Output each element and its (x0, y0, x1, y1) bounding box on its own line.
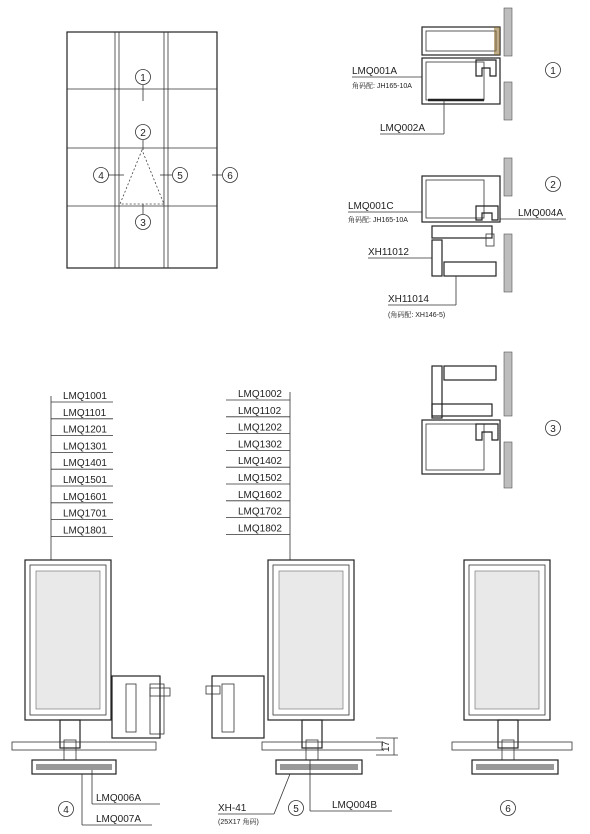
svg-text:1: 1 (140, 73, 146, 84)
profile-label: LMQ1501 (63, 475, 107, 486)
section-detail-1 (422, 8, 512, 120)
profile-label: LMQ1102 (238, 405, 282, 417)
svg-text:6: 6 (227, 171, 233, 182)
label-xh11014: XH11014 (388, 294, 429, 305)
profile-label: LMQ1402 (238, 456, 282, 468)
svg-text:5: 5 (293, 804, 299, 815)
label-lmq007a: LMQ007A (96, 814, 142, 825)
detail-callout-3[interactable] (546, 421, 561, 436)
profile-stack-5 (226, 389, 290, 534)
svg-text:2: 2 (140, 128, 146, 139)
opening-window-mark (120, 150, 164, 204)
profile-label: LMQ1602 (238, 489, 282, 501)
label-lmq002a: LMQ002A (380, 123, 426, 134)
label-lmq006a: LMQ006A (96, 793, 142, 804)
section-detail-2 (422, 158, 512, 292)
grid-callout-5[interactable] (173, 168, 188, 183)
svg-text:5: 5 (177, 171, 183, 182)
note-lmq001a: 角码配: JH165-10A (352, 83, 412, 90)
profile-label: LMQ1401 (63, 458, 107, 470)
label-lmq001c: LMQ001C (348, 201, 394, 212)
grid-callout-4[interactable] (94, 168, 109, 183)
profile-label: LMQ1601 (63, 491, 107, 503)
note-xh11014: (角码配: XH146-5) (388, 312, 446, 319)
svg-text:3: 3 (550, 424, 556, 435)
profile-label: LMQ1801 (63, 525, 107, 537)
label-xh11012: XH11012 (368, 247, 409, 258)
detail-callout-6[interactable] (501, 801, 516, 816)
svg-text:1: 1 (550, 66, 556, 77)
profile-label: LMQ1202 (238, 422, 282, 434)
profile-label: LMQ1002 (238, 389, 282, 400)
elevation-grid (67, 32, 222, 268)
profile-label: LMQ1302 (238, 439, 282, 451)
profile-label: LMQ1702 (238, 506, 282, 518)
profile-label: LMQ1101 (63, 407, 107, 419)
profile-label: LMQ1301 (63, 441, 107, 453)
svg-text:4: 4 (63, 805, 69, 816)
profile-label: LMQ1201 (63, 424, 107, 436)
dimension-17: 17 (381, 740, 392, 752)
detail-callout-2[interactable] (546, 177, 561, 192)
svg-text:2: 2 (550, 180, 556, 191)
profile-label: LMQ1502 (238, 473, 282, 484)
section-detail-6 (452, 560, 572, 774)
section-detail-5 (206, 392, 398, 774)
profile-label: LMQ1701 (63, 508, 107, 520)
svg-text:4: 4 (98, 171, 104, 182)
note-xh41: (25X17 角码) (218, 819, 259, 826)
label-lmq004a: LMQ004A (518, 208, 564, 219)
profile-label: LMQ1001 (63, 391, 107, 402)
label-lmq001a: LMQ001A (352, 66, 398, 77)
grid-callout-2[interactable] (136, 125, 151, 140)
grid-callout-3[interactable] (136, 215, 151, 230)
label-lmq004b: LMQ004B (332, 800, 378, 811)
label-xh41: XH-41 (218, 803, 247, 814)
detail-callout-1[interactable] (546, 63, 561, 78)
grid-callout-1[interactable] (136, 70, 151, 85)
grid-callout-6[interactable] (223, 168, 238, 183)
detail-callout-4[interactable] (59, 802, 74, 817)
svg-text:6: 6 (505, 804, 511, 815)
profile-label: LMQ1802 (238, 523, 282, 535)
profile-stack-4 (51, 391, 113, 536)
note-lmq001c: 角码配: JH165-10A (348, 217, 408, 224)
section-detail-3 (422, 352, 512, 488)
svg-text:3: 3 (140, 218, 146, 229)
detail-callout-5[interactable] (289, 801, 304, 816)
